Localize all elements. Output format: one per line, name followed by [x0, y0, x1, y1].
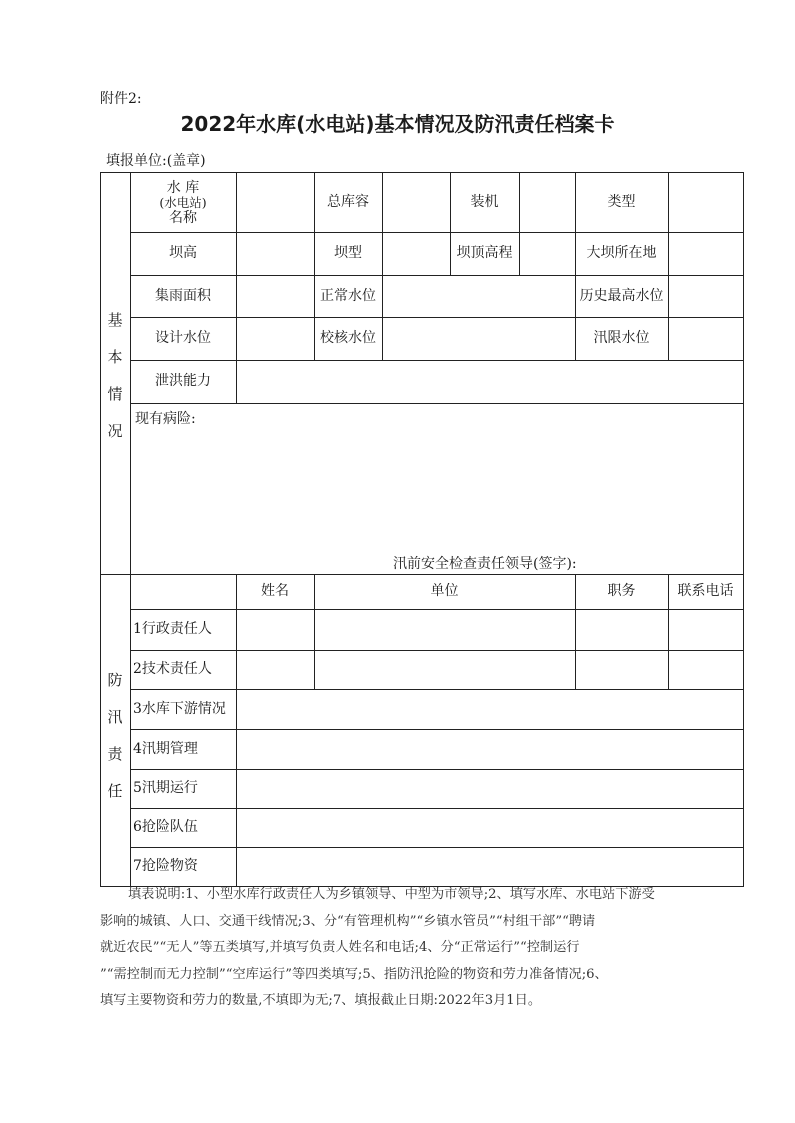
column-divider	[519, 172, 520, 275]
row-divider	[130, 403, 744, 404]
row-label-rescue-materials: 7抢险物资	[133, 858, 198, 875]
historic-max-level-label: 历史最高水位	[579, 287, 664, 304]
check-level-label: 校核水位	[320, 330, 376, 347]
row-label-flood-management: 4汛期管理	[133, 740, 198, 757]
existing-hazards-label: 现有病险:	[135, 411, 196, 427]
normal-level-label: 正常水位	[320, 287, 376, 304]
instruction-line: 填写主要物资和劳力的数量,不填即为无;7、填报截止日期:2022年3月1日。	[100, 993, 542, 1008]
dam-location-label: 大坝所在地	[586, 245, 657, 262]
column-divider	[236, 172, 237, 403]
inspection-leader-signature-label: 汛前安全检查责任领导(签字):	[393, 556, 577, 572]
page-title: 2022年水库(水电站)基本情况及防汛责任档案卡	[180, 112, 615, 136]
filling-instructions	[100, 882, 748, 1015]
instruction-line: ”“需控制而无力控制”“空库运行”等四类填写;5、指防汛抢险的物资和劳力准备情况;6、	[100, 966, 608, 982]
row-label-rescue-team: 6抢险队伍	[133, 819, 198, 836]
crest-elevation-label: 坝顶高程	[456, 245, 513, 262]
label-line: 水 库	[166, 179, 200, 196]
total-capacity-label: 总库容	[327, 193, 369, 210]
column-header-position: 职务	[607, 583, 636, 600]
row-label-admin-responsible: 1行政责任人	[133, 621, 212, 638]
basic-info-section-label	[100, 290, 130, 460]
instruction-line: 影响的城镇、人口、交通干线情况;3、分“有管理机构”“乡镇水管员”“村组干部”“聘请	[100, 913, 596, 929]
section-char: 责	[107, 745, 123, 763]
label-line: (水电站)	[159, 194, 207, 210]
catchment-area-label: 集雨面积	[155, 287, 211, 304]
instruction-line: 填表说明:1、小型水库行政责任人为乡镇领导、中型为市领导;2、填写水库、水电站下游受	[128, 887, 655, 902]
section-char: 基	[107, 311, 123, 329]
section-char: 情	[107, 385, 123, 403]
installed-capacity-label: 装机	[470, 193, 499, 210]
row-label-downstream: 3水库下游情况	[133, 700, 226, 717]
column-header-unit: 单位	[430, 583, 459, 600]
row-label-flood-operation: 5汛期运行	[133, 780, 198, 797]
column-divider	[668, 172, 669, 360]
discharge-capacity-label: 泄洪能力	[155, 373, 211, 390]
label-line: 名称	[169, 210, 197, 227]
column-header-name: 姓名	[261, 583, 289, 600]
flood-responsibility-section-label	[100, 660, 130, 810]
table-right-border	[743, 172, 744, 886]
row-label-technical-responsible: 2技术责任人	[133, 661, 212, 678]
attachment-label: 附件2:	[100, 91, 142, 107]
column-divider	[382, 172, 383, 360]
section-char: 况	[107, 422, 123, 440]
section-char: 防	[107, 671, 123, 689]
column-divider	[236, 574, 237, 886]
section-char: 汛	[107, 708, 123, 726]
instruction-line: 就近农民”“无人”等五类填写,并填写负责人姓名和电话;4、分“正常运行”“控制运行	[100, 940, 580, 955]
reservoir-name-label	[130, 174, 236, 232]
design-level-label: 设计水位	[155, 330, 211, 347]
type-label: 类型	[607, 193, 636, 210]
dam-type-label: 坝型	[334, 245, 362, 262]
flood-limit-level-label: 汛限水位	[593, 330, 650, 347]
section-char: 本	[107, 348, 123, 366]
reporting-unit-label: 填报单位:(盖章)	[106, 153, 206, 169]
section-char: 任	[107, 782, 123, 800]
dam-height-label: 坝高	[169, 245, 197, 262]
column-header-phone: 联系电话	[677, 583, 734, 600]
